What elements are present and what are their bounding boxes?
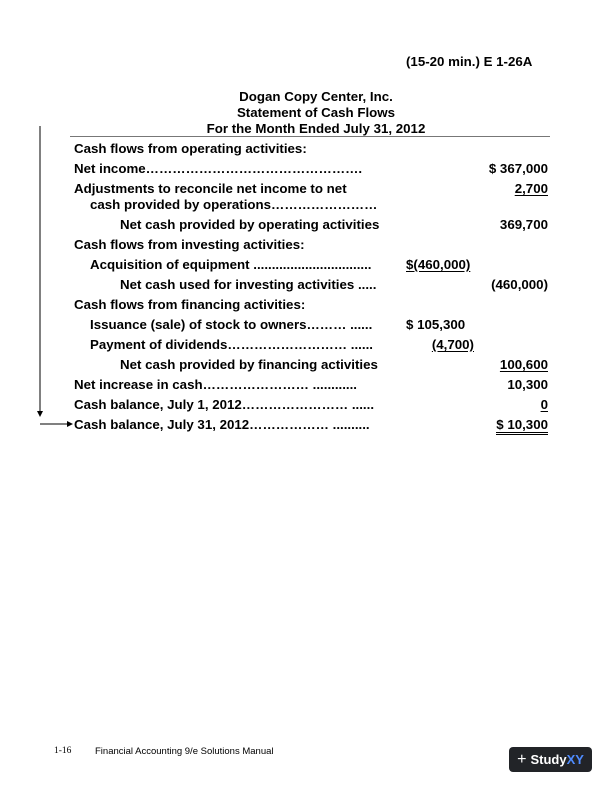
section-operating-heading: Cash flows from operating activities: xyxy=(74,141,307,156)
opening-balance-amount-text: 0 xyxy=(540,397,548,412)
closing-balance-amount-text: $ 10,300 xyxy=(496,417,548,435)
statement-title: Statement of Cash Flows xyxy=(236,105,396,120)
net-cash-operating-amount: 369,700 xyxy=(499,217,548,232)
adjustments-amount-text: 2,700 xyxy=(514,181,548,196)
logo-study-text: Study xyxy=(530,752,567,767)
net-increase-label: Net increase in cash…………………… ............ xyxy=(74,377,358,392)
studyxy-logo xyxy=(509,747,592,772)
logo-xy-text: XY xyxy=(566,752,584,767)
section-financing-heading: Cash flows from financing activities: xyxy=(74,297,306,312)
adjustments-amount xyxy=(486,181,548,196)
book-title: Financial Accounting 9/e Solutions Manual xyxy=(95,746,274,757)
net-cash-operating-label: Net cash provided by operating activities xyxy=(120,217,380,232)
net-income-amount: $ 367,000 xyxy=(488,161,548,176)
net-cash-financing-label: Net cash provided by financing activities xyxy=(120,357,378,372)
equipment-amount: $(460,000) xyxy=(406,257,471,272)
section-investing-heading: Cash flows from investing activities: xyxy=(74,237,305,252)
closing-balance-amount xyxy=(472,417,548,432)
dividends-amount-text: (4,700) xyxy=(431,337,474,352)
opening-balance-label: Cash balance, July 1, 2012…………………… ...... xyxy=(74,397,375,412)
net-cash-investing-amount: (460,000) xyxy=(491,277,548,292)
company-name: Dogan Copy Center, Inc. xyxy=(239,89,393,104)
net-increase-amount: 10,300 xyxy=(507,377,548,392)
net-cash-financing-amount xyxy=(474,357,548,372)
equipment-label: Acquisition of equipment ................................ xyxy=(90,257,372,272)
net-income-label: Net income…………………………………………. xyxy=(74,161,363,176)
exercise-reference: (15-20 min.) E 1-26A xyxy=(406,54,533,69)
statement-period: For the Month Ended July 31, 2012 xyxy=(206,121,426,136)
stock-issuance-label: Issuance (sale) of stock to owners……… ...... xyxy=(90,317,373,332)
logo-wordmark xyxy=(530,752,583,767)
header-rule xyxy=(70,136,550,137)
closing-balance-label: Cash balance, July 31, 2012……………… .......... xyxy=(74,417,370,432)
adjustments-label: Adjustments to reconcile net income to net xyxy=(74,181,347,196)
plus-icon: + xyxy=(517,750,527,768)
net-cash-financing-amount-text: 100,600 xyxy=(499,357,548,372)
net-cash-investing-label: Net cash used for investing activities ..... xyxy=(120,277,377,292)
page-number: 1-16 xyxy=(54,746,72,756)
flow-arrow-icon xyxy=(18,124,78,434)
dividends-label: Payment of dividends……………………… ...... xyxy=(90,337,373,352)
adjustments-label-cont: cash provided by operations…………………… xyxy=(90,197,378,212)
opening-balance-amount xyxy=(486,397,548,412)
dividends-amount xyxy=(406,337,474,352)
stock-issuance-amount: $ 105,300 xyxy=(406,317,466,332)
